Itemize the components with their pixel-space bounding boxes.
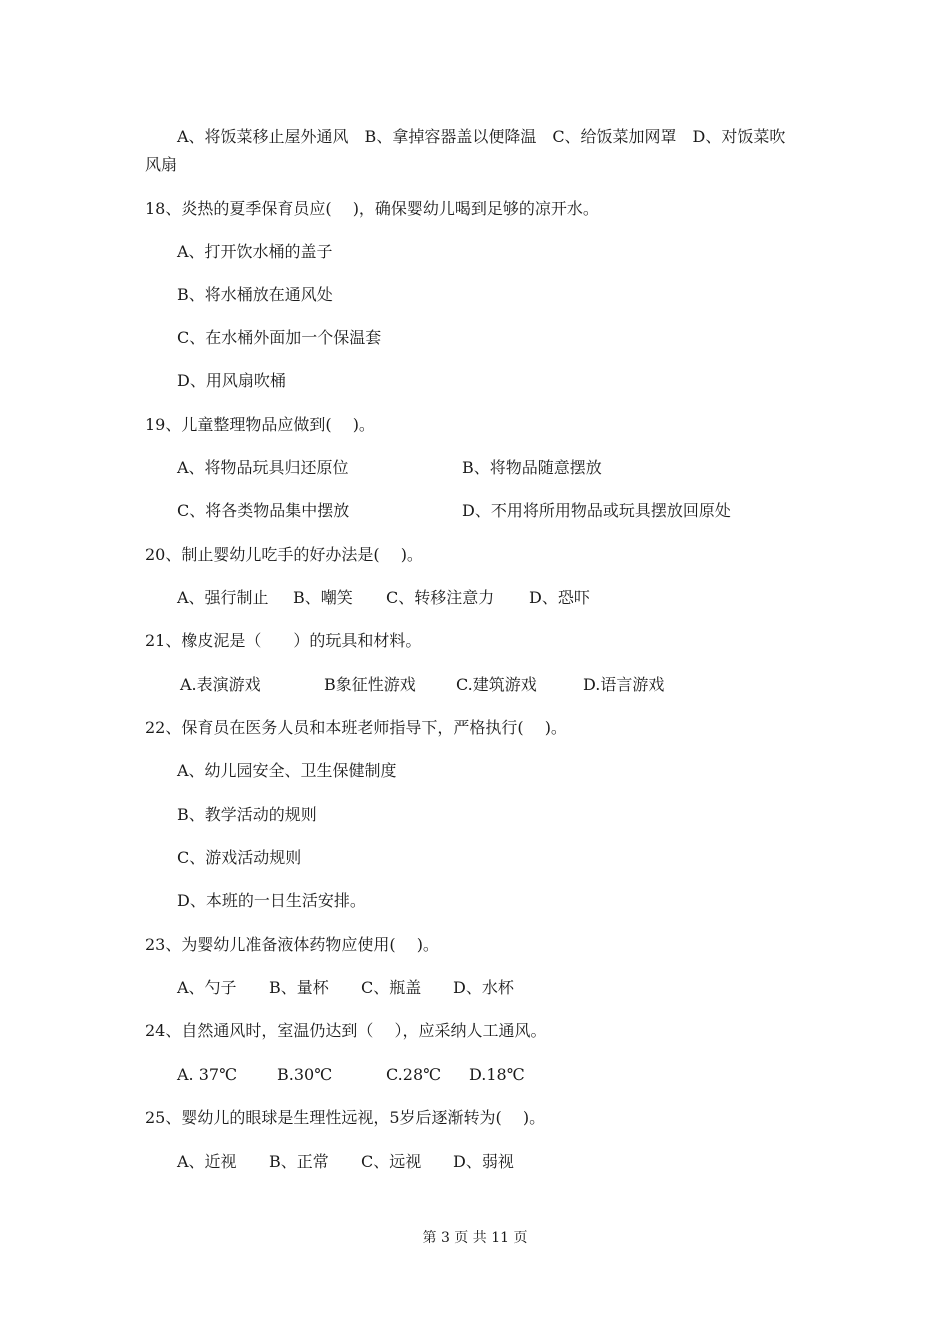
q18-option-c: C、在水桶外面加一个保温套: [177, 328, 382, 347]
q18-option-a: A、打开饮水桶的盖子: [177, 242, 333, 261]
q18-stem: 18、炎热的夏季保育员应( )，确保婴幼儿喝到足够的凉开水。: [145, 199, 599, 218]
q22-stem: 22、保育员在医务人员和本班老师指导下，严格执行( )。: [145, 718, 567, 737]
q25-option-d: D、弱视: [453, 1152, 514, 1171]
q22-option-c: C、游戏活动规则: [177, 848, 302, 867]
q21-stem: 21、橡皮泥是（ ）的玩具和材料。: [145, 631, 422, 650]
q24-option-a: A. 37℃: [177, 1065, 237, 1084]
q19-option-b: B、将物品随意摆放: [462, 458, 602, 477]
q20-option-c: C、转移注意力: [386, 588, 495, 607]
q22-option-b: B、教学活动的规则: [177, 805, 317, 824]
q17-options-line2: 风扇: [145, 155, 178, 174]
q25-option-b: B、正常: [269, 1152, 329, 1171]
q19-option-c: C、将各类物品集中摆放: [177, 501, 350, 520]
q21-option-a: A.表演游戏: [180, 675, 261, 694]
q25-option-c: C、远视: [361, 1152, 422, 1171]
q23-option-d: D、水杯: [453, 978, 514, 997]
q22-option-d: D、本班的一日生活安排。: [177, 891, 366, 910]
q18-option-b: B、将水桶放在通风处: [177, 285, 333, 304]
q21-option-d: D.语言游戏: [583, 675, 665, 694]
q23-option-c: C、瓶盖: [361, 978, 422, 997]
q24-option-c: C.28℃: [386, 1065, 442, 1084]
q20-option-d: D、恐吓: [529, 588, 590, 607]
q25-stem: 25、婴幼儿的眼球是生理性远视，5岁后逐渐转为( )。: [145, 1108, 546, 1127]
q20-option-b: B、嘲笑: [293, 588, 353, 607]
q25-option-a: A、近视: [177, 1152, 237, 1171]
q22-option-a: A、幼儿园安全、卫生保健制度: [177, 761, 397, 780]
q19-option-a: A、将物品玩具归还原位: [177, 458, 349, 477]
q24-option-d: D.18℃: [469, 1065, 525, 1084]
q19-option-d: D、不用将所用物品或玩具摆放回原处: [462, 501, 731, 520]
q21-option-c: C.建筑游戏: [456, 675, 537, 694]
q24-stem: 24、自然通风时，室温仍达到（ ），应采纳人工通风。: [145, 1021, 547, 1040]
q20-stem: 20、制止婴幼儿吃手的好办法是( )。: [145, 545, 423, 564]
q20-option-a: A、强行制止: [177, 588, 269, 607]
q21-option-b: B象征性游戏: [324, 675, 416, 694]
q24-option-b: B.30℃: [277, 1065, 333, 1084]
q17-options-line1: A、将饭菜移止屋外通风 B、拿掉容器盖以便降温 C、给饭菜加网罩 D、对饭菜吹: [177, 127, 786, 146]
q18-option-d: D、用风扇吹桶: [177, 371, 286, 390]
q23-option-b: B、量杯: [269, 978, 329, 997]
q23-option-a: A、勺子: [177, 978, 237, 997]
q19-stem: 19、儿童整理物品应做到( )。: [145, 415, 375, 434]
page-number-footer: 第 3 页 共 11 页: [422, 1230, 528, 1246]
q23-stem: 23、为婴幼儿准备液体药物应使用( )。: [145, 935, 439, 954]
